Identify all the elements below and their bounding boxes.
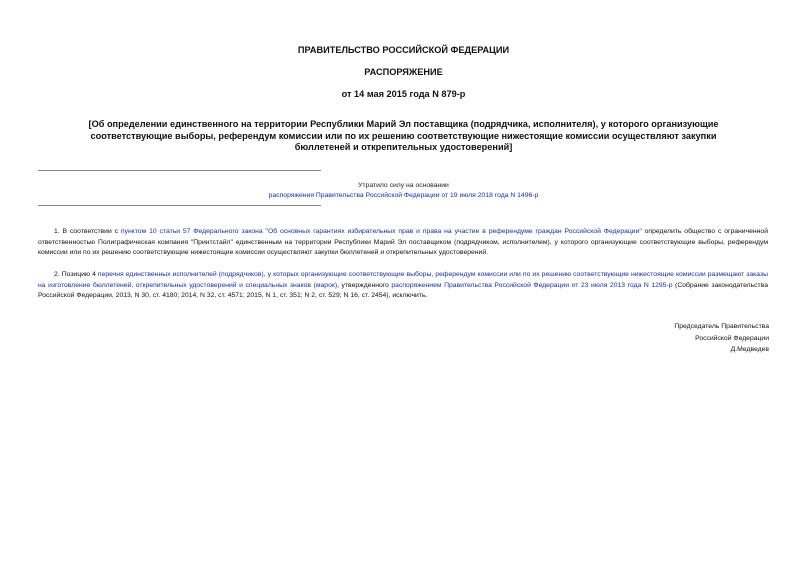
signature-block — [674, 321, 769, 356]
paragraph-1-law-link[interactable]: пунктом 10 статьи 57 Федерального закона "Об основных гарантиях избирательных прав и права на участие в референдуме граждан Российской Федерации" — [120, 228, 642, 235]
signature-position: Председатель Правительства — [674, 323, 769, 330]
lost-force-label: Утратило силу на основании — [358, 182, 449, 189]
paragraph-2-order-link[interactable]: распоряжением Правительства Российской Федерации от 23 июля 2013 года N 1295-р — [391, 281, 673, 289]
paragraph-2-prefix: 2. Позицию 4 — [54, 271, 98, 278]
paragraph-2-middle: , утвержденного — [337, 281, 392, 289]
paragraph-1-text: определить общество с ограниченной ответственностью Полиграфическая компания "Принтстайл" единственным на территории Республики Марий Эл поставщиком (подрядчиком, исполнителем), у которого организующие соответствующие выборы, референдум комиссии или по их решению соответствующие нижестоящие комиссии осуществляют закупки бюллетеней и открепительных удостоверений. — [38, 228, 768, 256]
paragraph-1 — [38, 227, 768, 259]
paragraph-1-prefix: 1. В соответствии с — [54, 228, 121, 235]
signature-organization: Российской Федерации — [695, 334, 769, 342]
government-heading: ПРАВИТЕЛЬСТВО РОССИЙСКОЙ ФЕДЕРАЦИИ — [297, 45, 510, 55]
divider-top — [38, 170, 321, 171]
paragraph-2 — [38, 270, 768, 302]
document-date-number: от 14 мая 2015 года N 879-р — [341, 89, 466, 99]
document-type-heading: РАСПОРЯЖЕНИЕ — [364, 67, 443, 77]
signature-name: Д.Медведев — [730, 346, 769, 353]
lost-force-link[interactable]: распоряжения Правительства Российской Федерации от 19 июля 2018 года N 1496-р — [268, 192, 539, 199]
paragraph-2-list-link[interactable]: перечня единственных исполнителей (подрядчиков), у которых организующие соответствующие выборы, референдум комиссии или по их решению соответствующие нижестоящие комиссии размещают заказы на изготовление бюллетеней, открепительных удостоверений и специальных знаков (марок) — [38, 271, 768, 289]
lost-force-line — [0, 192, 807, 199]
divider-bottom — [38, 205, 321, 206]
document-title: [Об определении единственного на территории Республики Марий Эл поставщика (подрядчика, исполнителя), у которого организующие соответствующие выборы, референдум комиссии или по их решению соответствующие нижестоящие комиссии осуществляют закупки бюллетеней и открепительных удостоверений] — [88, 119, 719, 152]
paragraph-2-text: (Собрание законодательства Российской Федерации, 2013, N 30, ст. 4180; 2014, N 32, ст. 4571; 2015, N 1, ст. 351; N 2, ст. 529; N 16, ст. 2454), исключить. — [38, 281, 768, 299]
